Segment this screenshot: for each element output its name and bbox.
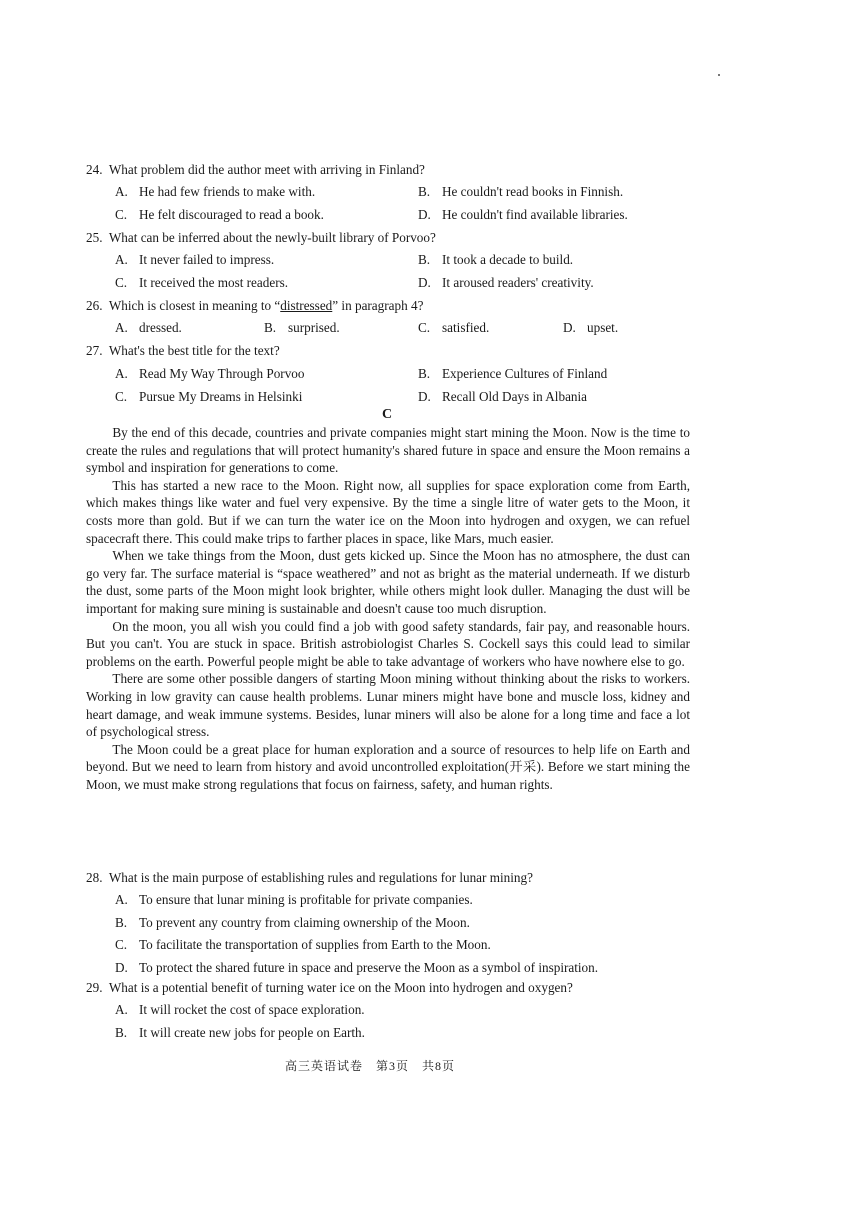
question-24-option-a[interactable]: A. He had few friends to make with. bbox=[115, 184, 316, 199]
question-25-option-d[interactable]: D. It aroused readers' creativity. bbox=[418, 275, 594, 290]
passage-paragraph-2: This has started a new race to the Moon. Right now, all supplies for space exploration come from Earth, which makes things like water and fuel very expensive. By the time a single litre of water gets to the Moon, it costs more than gold. But if we can turn the water ice on the Moon into hydrogen and oxygen, we can refuel spacecraft there. This could make trips to farther places in space, like Mars, much easier. bbox=[86, 477, 690, 546]
question-25-stem: 25. What can be inferred about the newly-built library of Porvoo? bbox=[86, 230, 436, 245]
passage-paragraph-3: When we take things from the Moon, dust gets kicked up. Since the Moon has no atmosphere, the dust can go very far. The surface material is “space weathered” and not as bright as the material underneath. If we disturb the dust, some parts of the Moon might look brighter, while others might look duller. Managing the dust will be important for making sure mining is sustainable and doesn't cause too much disruption. bbox=[86, 548, 690, 616]
question-24-stem: 24. What problem did the author meet with arriving in Finland? bbox=[86, 162, 425, 177]
question-27-option-d[interactable]: D. Recall Old Days in Albania bbox=[418, 389, 588, 404]
question-29-stem: 29. What is a potential benefit of turning water ice on the Moon into hydrogen and oxygen? bbox=[86, 980, 573, 995]
question-25-option-a[interactable]: A. It never failed to impress. bbox=[115, 252, 275, 267]
passage-paragraph-5: There are some other possible dangers of starting Moon mining without thinking about the risks to workers. Working in low gravity can cause health problems. Lunar miners might have bone and muscle loss, kidney and heart damage, and weak immune systems. Besides, lunar miners will also be alone for a long time and face a lot of psychological stress. bbox=[86, 671, 690, 740]
passage-paragraph-1: By the end of this decade, countries and private companies might start mining the Moon. Now is the time to create the rules and regulations that will protect humanity's shared future in space and ensure the Moon remains a symbol and inspiration for generations to come. bbox=[86, 425, 690, 476]
section-label: C bbox=[382, 407, 393, 422]
question-25-option-c[interactable]: C. It received the most readers. bbox=[115, 275, 289, 290]
reading-passage bbox=[86, 424, 690, 793]
question-27-stem: 27. What's the best title for the text? bbox=[86, 343, 280, 358]
question-25-option-b[interactable]: B. It took a decade to build. bbox=[418, 252, 574, 267]
question-29-option-a[interactable]: A. It will rocket the cost of space exploration. bbox=[115, 1002, 365, 1017]
passage-paragraph-6: The Moon could be a great place for human exploration and a source of resources to help life on Earth and beyond. But we need to learn from history and avoid uncontrolled exploitation(开采). Before we start mining the Moon, we must make strong regulations that focus on fairness, safety, and human rights. bbox=[86, 741, 690, 792]
question-28-stem: 28. What is the main purpose of establishing rules and regulations for lunar mining? bbox=[86, 870, 533, 885]
question-27-option-b[interactable]: B. Experience Cultures of Finland bbox=[418, 366, 608, 381]
page-footer: 高三英语试卷 第3页 共8页 bbox=[285, 1059, 456, 1073]
question-24-option-b[interactable]: B. He couldn't read books in Finnish. bbox=[418, 184, 624, 199]
question-28-option-b[interactable]: B. To prevent any country from claiming ownership of the Moon. bbox=[115, 915, 470, 930]
question-24-option-c[interactable]: C. He felt discouraged to read a book. bbox=[115, 207, 324, 222]
question-28-option-a[interactable]: A. To ensure that lunar mining is profitable for private companies. bbox=[115, 892, 473, 907]
question-27-option-a[interactable]: A. Read My Way Through Porvoo bbox=[115, 366, 305, 381]
question-27-option-c[interactable]: C. Pursue My Dreams in Helsinki bbox=[115, 389, 303, 404]
question-26-option-c[interactable]: C. satisfied. bbox=[418, 320, 490, 335]
passage-paragraph-4: On the moon, you all wish you could find a job with good safety standards, fair pay, and reasonable hours. But you can't. You are stuck in space. British astrobiologist Charles S. Cockell says this could lead to similar problems on the earth. Powerful people might be able to take advantage of workers who have nowhere else to go. bbox=[86, 618, 690, 669]
question-26-option-a[interactable]: A. dressed. bbox=[115, 320, 182, 335]
question-28-option-d[interactable]: D. To protect the shared future in space and preserve the Moon as a symbol of inspiration. bbox=[115, 960, 599, 975]
question-26-option-d[interactable]: D. upset. bbox=[563, 320, 619, 335]
question-24-option-d[interactable]: D. He couldn't find available libraries. bbox=[418, 207, 628, 222]
question-29-option-b[interactable]: B. It will create new jobs for people on Earth. bbox=[115, 1025, 365, 1040]
question-26-stem: 26. Which is closest in meaning to “distressed” in paragraph 4? bbox=[86, 298, 424, 313]
question-28-option-c[interactable]: C. To facilitate the transportation of supplies from Earth to the Moon. bbox=[115, 937, 491, 952]
underlined-word: distressed bbox=[280, 298, 333, 313]
scan-speck bbox=[718, 74, 720, 76]
question-26-option-b[interactable]: B. surprised. bbox=[264, 320, 340, 335]
